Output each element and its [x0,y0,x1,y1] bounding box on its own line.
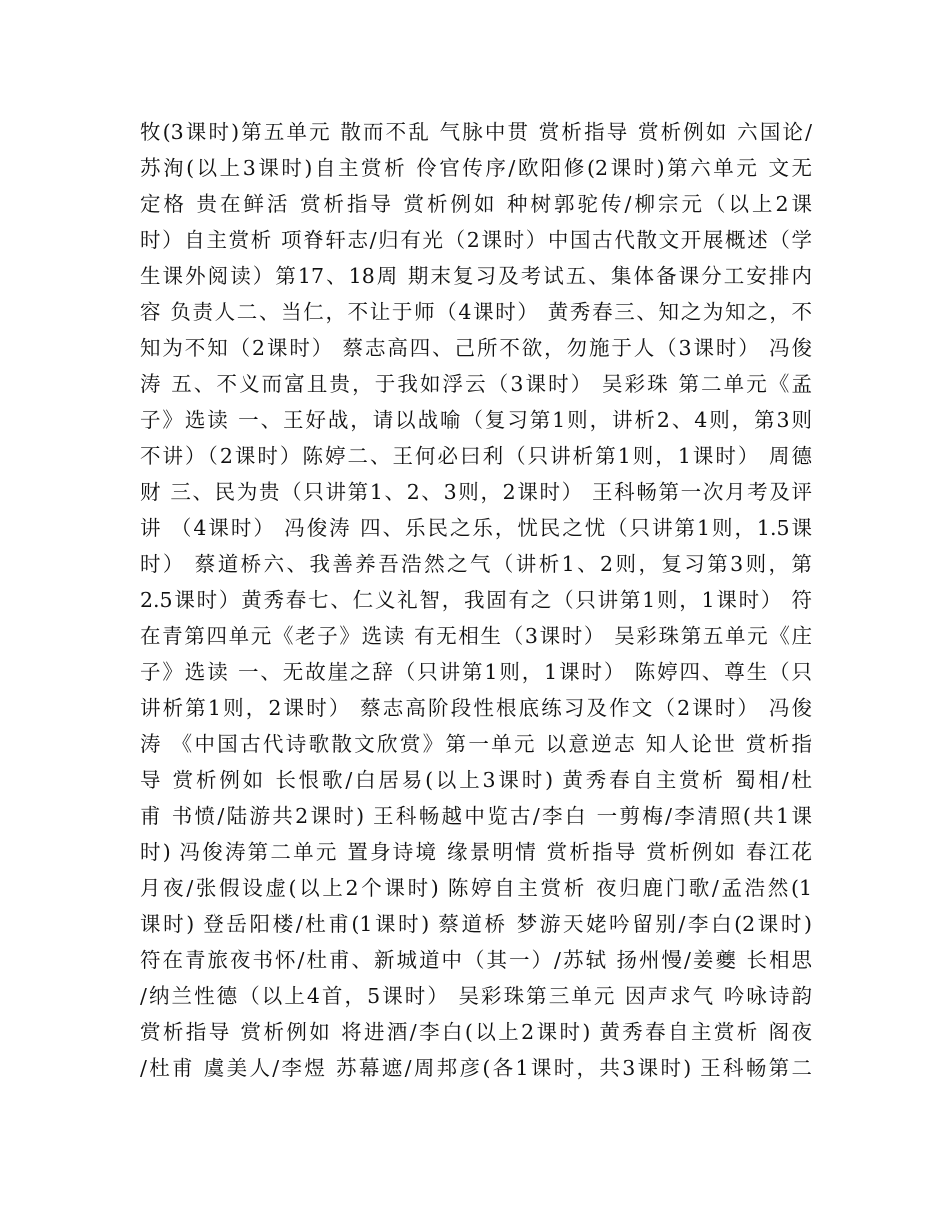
text-line: 不讲）（2课时）陈婷二、王何必曰利（只讲析第1则，1课时） 周德 [140,444,812,468]
text-line: 生课外阅读）第17、18周 期末复习及考试五、集体备课分工安排内 [140,264,812,288]
text-line: 讲析第1则，2课时） 蔡志高阶段性根底练习及作文（2课时） 冯俊 [140,696,812,720]
text-line: 导 赏析例如 长恨歌/白居易(以上3课时) 黄秀春自主赏析 蜀相/杜 [140,768,812,792]
text-line: 子》选读 一、无故崖之辞（只讲第1则，1课时） 陈婷四、尊生（只 [140,660,812,684]
text-line: 容 负责人二、当仁，不让于师（4课时） 黄秀春三、知之为知之，不 [140,300,812,324]
text-line: 课时) 登岳阳楼/杜甫(1课时) 蔡道桥 梦游天姥吟留别/李白(2课时) [140,912,812,936]
text-line: 子》选读 一、王好战，请以战喻（复习第1则，讲析2、4则，第3则 [140,408,812,432]
text-line: 时) 冯俊涛第二单元 置身诗境 缘景明情 赏析指导 赏析例如 春江花 [140,840,812,864]
text-line: 苏洵(以上3课时)自主赏析 伶官传序/欧阳修(2课时)第六单元 文无 [140,156,812,180]
body-text [140,114,812,1086]
text-line: 知为不知（2课时） 蔡志高四、己所不欲，勿施于人（3课时） 冯俊 [140,336,812,360]
text-line: 涛 《中国古代诗歌散文欣赏》第一单元 以意逆志 知人论世 赏析指 [140,732,812,756]
text-line: 赏析指导 赏析例如 将进酒/李白(以上2课时) 黄秀春自主赏析 阁夜 [140,1020,812,1044]
text-line: 符在青旅夜书怀/杜甫、新城道中（其一）/苏轼 扬州慢/姜夔 长相思 [140,948,812,972]
text-line: 甫 书愤/陆游共2课时) 王科畅越中览古/李白 一剪梅/李清照(共1课 [140,804,812,828]
text-line: 牧(3课时)第五单元 散而不乱 气脉中贯 赏析指导 赏析例如 六国论/ [140,120,812,144]
text-line: 定格 贵在鲜活 赏析指导 赏析例如 种树郭驼传/柳宗元（以上2课 [140,192,812,216]
text-line: 财 三、民为贵（只讲第1、2、3则，2课时） 王科畅第一次月考及评 [140,480,812,504]
text-line: 涛 五、不义而富且贵，于我如浮云（3课时） 吴彩珠 第二单元《孟 [140,372,812,396]
text-line: 时） 蔡道桥六、我善养吾浩然之气（讲析1、2则，复习第3则，第 [140,552,812,576]
text-line: /杜甫 虞美人/李煜 苏幕遮/周邦彦(各1课时，共3课时) 王科畅第二 [140,1056,812,1080]
text-line: 在青第四单元《老子》选读 有无相生（3课时） 吴彩珠第五单元《庄 [140,624,812,648]
text-line: /纳兰性德（以上4首，5课时） 吴彩珠第三单元 因声求气 吟咏诗韵 [140,984,812,1008]
text-line: 讲 （4课时） 冯俊涛 四、乐民之乐，忧民之忧（只讲第1则，1.5课 [140,516,812,540]
text-line: 2.5课时）黄秀春七、仁义礼智，我固有之（只讲第1则，1课时） 符 [140,588,812,612]
text-line: 月夜/张假设虚(以上2个课时) 陈婷自主赏析 夜归鹿门歌/孟浩然(1 [140,876,812,900]
text-line: 时）自主赏析 项脊轩志/归有光（2课时）中国古代散文开展概述（学 [140,228,812,252]
